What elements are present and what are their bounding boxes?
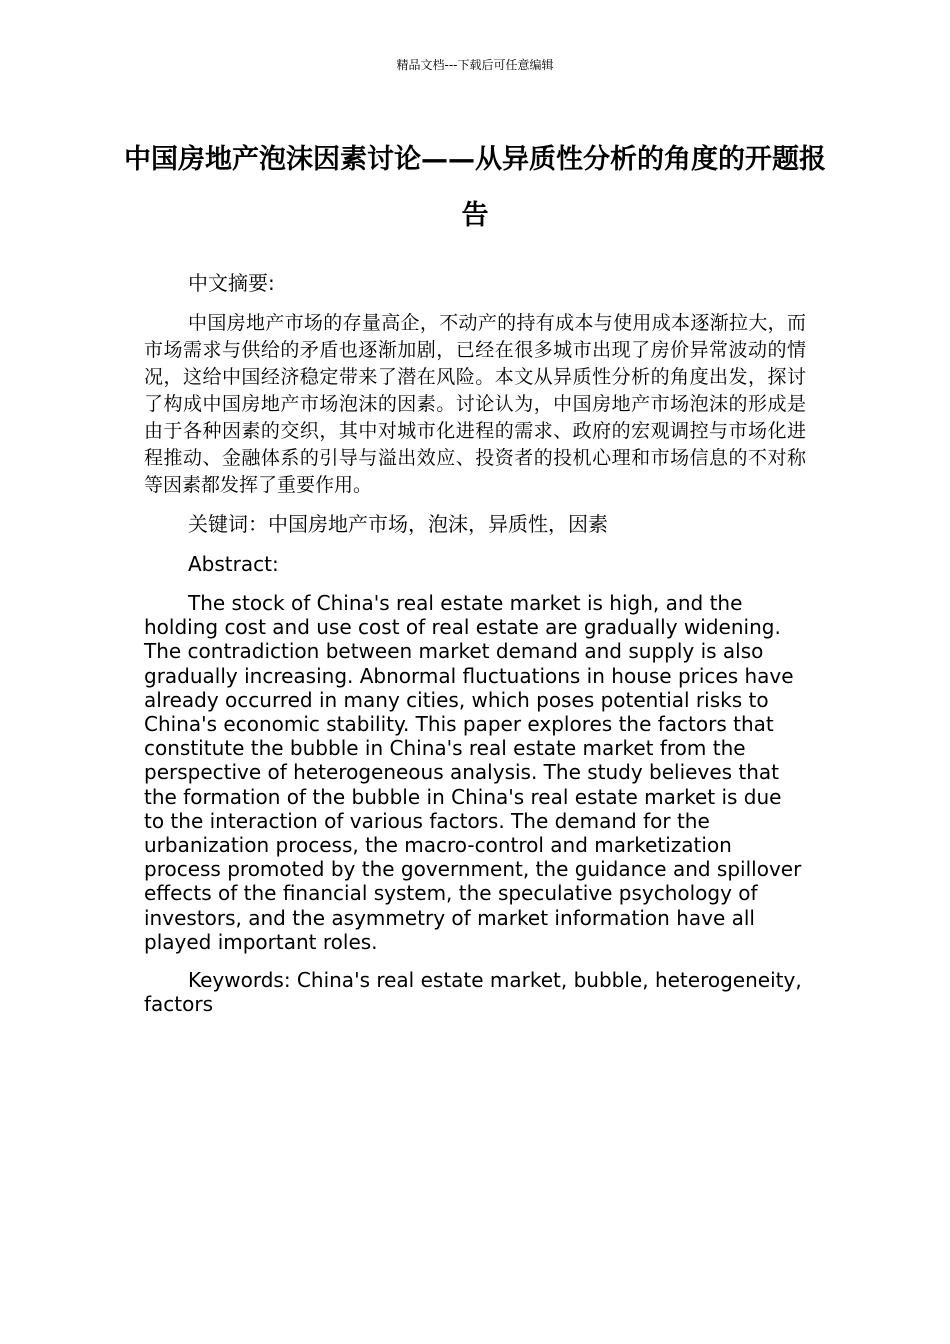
document-body	[144, 270, 806, 1030]
header-note: 精品文档---下载后可任意编辑	[396, 58, 554, 72]
en-abstract-body: The stock of China's real estate market is high, and the holding cost and use cost of real estate are gradually widening. The contradiction between market demand and supply is also gradually increasing. Abnormal fluctuations in house prices have already occurred in many cities, which poses potential risks to China's economic stability. This paper explores the factors that constitute the bubble in China's real estate market from the perspective of heterogeneous analysis. The study believes that the formation of the bubble in China's real estate market is due to the interaction of various factors. The demand for the urbanization process, the macro-control and marketization process promoted by the government, the guidance and spillover effects of the financial system, the speculative psychology of investors, and the asymmetry of market information have all played important roles.	[144, 591, 802, 954]
page-title: 中国房地产泡沫因素讨论——从异质性分析的角度的开题报告	[124, 144, 826, 231]
cn-abstract-body: 中国房地产市场的存量高企，不动产的持有成本与使用成本逐渐拉大，而市场需求与供给的矛盾也逐渐加剧，已经在很多城市出现了房价异常波动的情况，这给中国经济稳定带来了潜在风险。本文从异质性分析的角度出发，探讨了构成中国房地产市场泡沫的因素。讨论认为，中国房地产市场泡沫的形成是由于各种因素的交织，其中对城市化进程的需求、政府的宏观调控与市场化进程推动、金融体系的引导与溢出效应、投资者的投机心理和市场信息的不对称等因素都发挥了重要作用。	[144, 312, 806, 496]
cn-abstract-label: 中文摘要:	[188, 271, 275, 295]
en-abstract-label: Abstract:	[188, 552, 279, 576]
en-keywords: Keywords: China's real estate market, bubble, heterogeneity, factors	[144, 968, 802, 1017]
cn-keywords: 关键词：中国房地产市场，泡沫，异质性，因素	[188, 512, 608, 536]
